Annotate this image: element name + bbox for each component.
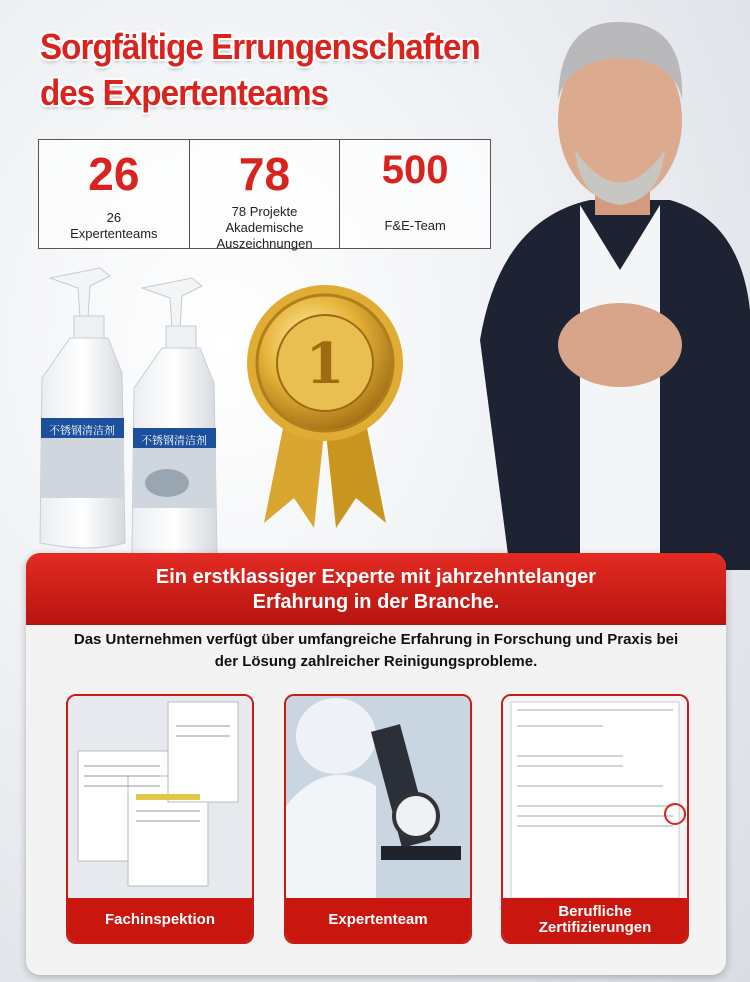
- card-label-line-2: Zertifizierungen: [538, 919, 652, 936]
- stat-label: 26 Expertenteams: [70, 210, 158, 241]
- stat-number: 78: [238, 148, 291, 200]
- expert-portrait-image: [470, 10, 750, 570]
- headline-line-1: Sorgfältige Errungenschaften: [40, 26, 480, 67]
- stat-label: F&E-Team: [384, 218, 446, 233]
- stat-number: 26: [88, 148, 140, 200]
- stat-expert-teams: [39, 140, 190, 248]
- panel-description-line-2: der Lösung zahlreicher Reinigungsprobleme.: [214, 653, 538, 670]
- panel-title-line-2: Erfahrung in der Branche.: [252, 591, 500, 613]
- stats-table: [38, 139, 491, 249]
- lab-microscope-image: [286, 696, 470, 898]
- card-label: Expertenteam: [286, 898, 470, 942]
- expert-panel: [26, 553, 726, 975]
- stat-rd-team: [340, 140, 490, 248]
- stat-number: 500: [381, 148, 449, 192]
- medal-number: 1: [305, 331, 345, 397]
- panel-title-line-1: Ein erstklassiger Experte mit jahrzehntelanger: [155, 566, 597, 588]
- stat-awards: [190, 140, 341, 251]
- gold-medal-icon: [244, 283, 406, 531]
- panel-description: [40, 629, 712, 673]
- inspection-documents-image: [68, 696, 252, 898]
- panel-header: [26, 553, 726, 625]
- headline-line-2: des Expertenteams: [40, 72, 329, 113]
- panel-title: [26, 565, 726, 615]
- headline: [40, 24, 500, 116]
- card-label: [503, 898, 687, 942]
- stat-label: 78 Projekte Akademische Auszeichnungen: [216, 204, 313, 251]
- card-label: Fachinspektion: [68, 898, 252, 942]
- product-label: 不锈钢清洁剂: [49, 424, 115, 437]
- product-label: 不锈钢清洁剂: [141, 434, 207, 447]
- cleaner-bottles-image: [30, 258, 230, 558]
- card-inspection: [66, 694, 254, 944]
- certificate-document-image: [503, 696, 687, 898]
- panel-description-line-1: Das Unternehmen verfügt über umfangreiche Erfahrung in Forschung und Praxis bei: [73, 631, 679, 648]
- card-certifications: [501, 694, 689, 944]
- card-expert-team: [284, 694, 472, 944]
- card-label-line-1: Berufliche: [558, 903, 632, 920]
